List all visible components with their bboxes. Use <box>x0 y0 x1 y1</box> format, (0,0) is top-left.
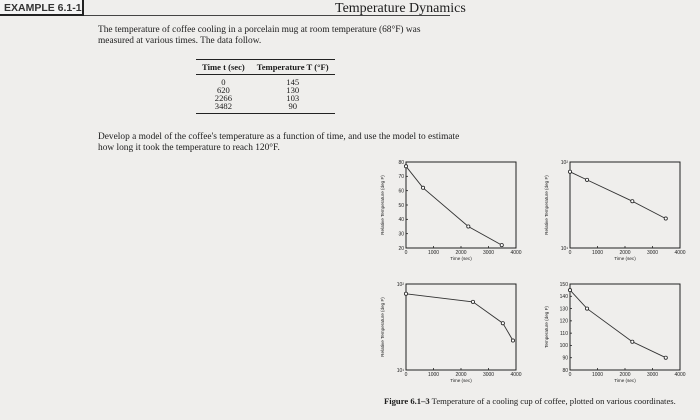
x-tick-label: 2000 <box>619 372 631 378</box>
example-label: EXAMPLE 6.1-1 <box>0 0 84 16</box>
y-tick-label: 10² <box>560 159 568 166</box>
y-tick-label: 70 <box>398 174 404 181</box>
data-point <box>471 300 474 303</box>
plot-frame <box>570 162 680 248</box>
data-curve <box>570 172 666 219</box>
table-cell: 145 <box>286 77 300 87</box>
y-tick-label: 80 <box>398 159 404 166</box>
data-curve <box>570 290 666 358</box>
x-tick-label: 0 <box>568 372 572 378</box>
table-cell: 620 <box>216 85 230 95</box>
y-tick-label: 120 <box>559 318 568 325</box>
caption-label: Figure 6.1–3 <box>384 396 430 406</box>
x-tick-label: 3000 <box>482 372 495 378</box>
data-point <box>568 170 571 173</box>
task-statement: Develop a model of the coffee's temperature as a function of time, and use the model to estimate how long it took the temperature to reach 120°F. <box>98 132 460 153</box>
table-cell: 2266 <box>214 93 232 103</box>
x-tick-label: 3000 <box>482 250 495 256</box>
data-point <box>568 289 571 292</box>
y-tick-label: 110 <box>560 330 568 337</box>
data-curve <box>406 166 502 245</box>
x-tick-label: 1000 <box>427 372 440 378</box>
data-point <box>664 356 667 359</box>
y-tick-label: 60 <box>398 188 404 195</box>
x-tick-label: 2000 <box>619 250 631 256</box>
x-tick-label: 1000 <box>591 250 604 256</box>
y-tick-label: 10¹ <box>396 367 404 374</box>
problem-statement: The temperature of coffee cooling in a porcelain mug at room temperature (68°F) was measured at various times. The data follow. <box>98 25 421 46</box>
table-header-time: Time t (sec) <box>196 60 251 75</box>
y-axis-label: Relative Temperature (deg F) <box>380 175 385 235</box>
y-tick-label: 130 <box>559 306 568 313</box>
x-tick-label: 0 <box>404 372 408 378</box>
data-point <box>631 200 634 203</box>
table-cell: 130 <box>286 85 300 95</box>
y-tick-label: 20 <box>398 245 404 252</box>
data-point <box>421 186 424 189</box>
table-cell: 103 <box>286 93 300 103</box>
x-tick-label: 0 <box>568 250 572 256</box>
y-tick-label: 50 <box>398 202 404 209</box>
page-title: Temperature Dynamics <box>335 1 466 16</box>
plot-linear-temperature <box>534 278 684 388</box>
plot-linear-relative <box>370 156 520 266</box>
y-tick-label: 10¹ <box>560 245 568 252</box>
y-axis-label: Temperature (deg F) <box>544 306 549 348</box>
plot-semilog-relative <box>534 156 684 266</box>
y-tick-label: 10² <box>396 281 404 288</box>
y-tick-label: 40 <box>398 217 404 224</box>
plot-frame <box>406 162 516 248</box>
data-curve <box>406 294 513 341</box>
data-table <box>196 59 335 114</box>
x-tick-label: 1000 <box>591 372 604 378</box>
table-header-temperature: Temperature T (°F) <box>251 60 335 75</box>
x-tick-label: 0 <box>404 250 408 256</box>
data-point <box>404 165 407 168</box>
x-axis-label: Time (sec) <box>614 378 636 383</box>
x-axis-label: Time (sec) <box>614 256 636 261</box>
figure-caption <box>384 396 676 406</box>
data-point <box>511 339 514 342</box>
x-tick-label: 4000 <box>510 372 522 378</box>
y-tick-label: 100 <box>559 343 568 350</box>
y-tick-label: 30 <box>398 231 404 238</box>
data-point <box>500 244 503 247</box>
plot-frame <box>406 284 516 370</box>
y-tick-label: 150 <box>559 281 568 288</box>
y-axis-label: Relative Temperature (deg F) <box>544 175 549 235</box>
data-point <box>404 292 407 295</box>
x-tick-label: 3000 <box>646 250 659 256</box>
data-point <box>467 225 470 228</box>
y-axis-label: Relative Temperature (deg F) <box>380 297 385 357</box>
x-tick-label: 1000 <box>427 250 440 256</box>
data-point <box>664 217 667 220</box>
y-tick-label: 90 <box>562 355 568 362</box>
x-tick-label: 4000 <box>674 250 686 256</box>
data-point <box>631 340 634 343</box>
data-point <box>501 322 504 325</box>
plot-loglog-relative <box>370 278 520 388</box>
x-axis-label: Time (sec) <box>450 256 472 261</box>
caption-text: Temperature of a cooling cup of coffee, plotted on various coordinates. <box>431 396 676 406</box>
x-tick-label: 3000 <box>646 372 659 378</box>
table-row <box>196 102 335 114</box>
x-axis-label: Time (sec) <box>450 378 472 383</box>
y-tick-label: 140 <box>559 294 568 301</box>
table-cell: 3482 <box>196 102 251 114</box>
data-point <box>585 307 588 310</box>
x-tick-label: 2000 <box>455 250 467 256</box>
x-tick-label: 2000 <box>455 372 467 378</box>
table-cell: 90 <box>251 102 335 114</box>
y-tick-label: 80 <box>562 367 568 374</box>
table-cell: 0 <box>221 77 226 87</box>
x-tick-label: 4000 <box>674 372 686 378</box>
x-tick-label: 4000 <box>510 250 522 256</box>
data-point <box>585 178 588 181</box>
